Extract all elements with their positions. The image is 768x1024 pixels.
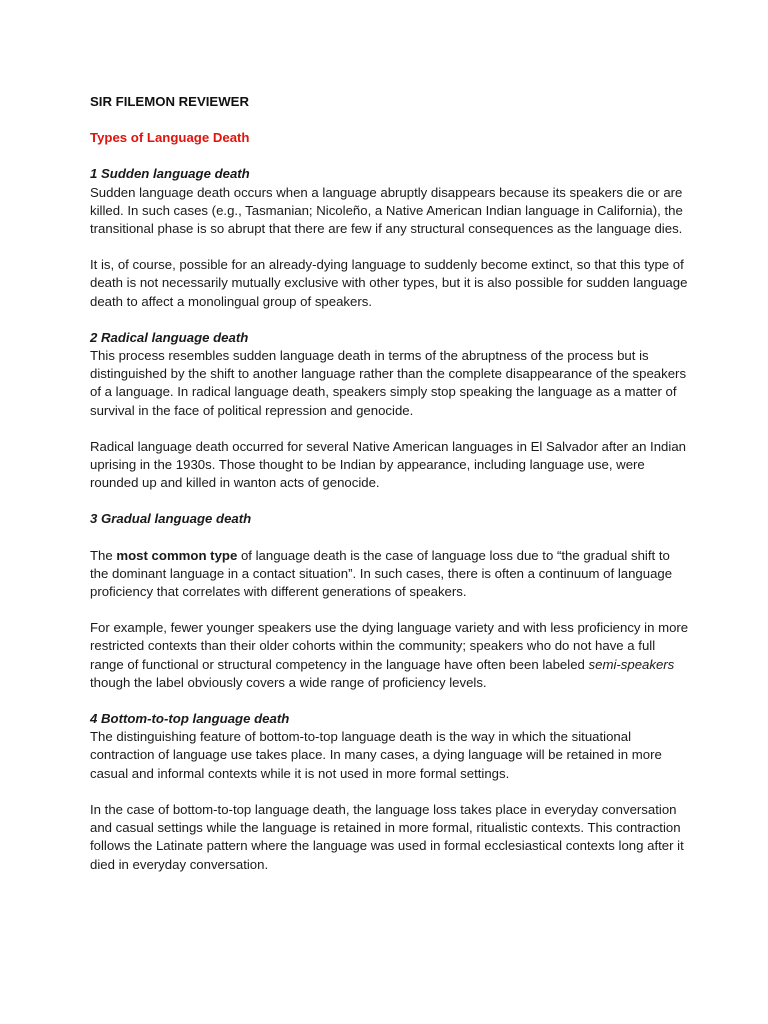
italic-text: semi-speakers [588,656,675,672]
text-run: of language death is the case of language loss due to “the gradual shift to the dominant language in a contact situation”. In such cases, there is often a continuum of language proficiency that correlates with different generations of speakers. [90,547,673,600]
paragraph: It is, of course, possible for an already-dying language to suddenly become extinct, so that this type of death is not necessarily mutually exclusive with other types, but it is also possible for sudden language death to affect a monolingual group of speakers. [90,257,688,309]
paragraph: In the case of bottom-to-top language death, the language loss takes place in everyday conversation and casual settings while the language is retained in more formal, ritualistic contexts. This contraction follows the Latinate pattern where the language was used in formal ecclesiastical contexts long after it died in everyday conversation. [90,801,684,872]
heading-bottom-to-top-language-death: 4 Bottom-to-top language death [90,711,290,727]
paragraph [90,547,690,602]
document-title: SIR FILEMON REVIEWER [90,94,249,109]
paragraph [90,619,690,692]
paragraph: Radical language death occurred for several Native American languages in El Salvador after an Indian uprising in the 1930s. Those thought to be Indian by appearance, including language use, were rounded up and killed in wanton acts of genocide. [90,438,686,491]
text-run: The [90,547,117,563]
section-title: Types of Language Death [90,130,250,146]
heading-gradual-language-death: 3 Gradual language death [90,511,252,527]
heading-radical-language-death: 2 Radical language death [90,329,249,345]
paragraph: Sudden language death occurs when a language abruptly disappears because its speakers die or are killed. In such cases (e.g., Tasmanian; Nicoleño, a Native American Indian language in California), the transitional phase is so abrupt that there are few if any structural consequences as the language dies. [90,184,683,237]
paragraph: This process resembles sudden language death in terms of the abruptness of the process but is distinguished by the shift to another language rather than the complete disappearance of the speakers of a language. In radical language death, speakers simply stop speaking the language as a matter of survival in the face of political repression and genocide. [90,348,687,418]
bold-text: most common type [116,547,238,563]
text-run: For example, fewer younger speakers use the dying language variety and with less proficiency in more restricted contexts than their older cohorts within the community; speakers who do not have a full range of functional or structural competency in the language have often been labeled [90,620,689,672]
document-page [90,93,690,874]
heading-sudden-language-death: 1 Sudden language death [90,166,250,182]
paragraph: The distinguishing feature of bottom-to-top language death is the way in which the situational contraction of language use takes place. In many cases, a dying language will be retained in more casual and informal contexts while it is not used in more formal settings. [90,729,662,781]
text-run: though the label obviously covers a wide range of proficiency levels. [90,674,487,690]
